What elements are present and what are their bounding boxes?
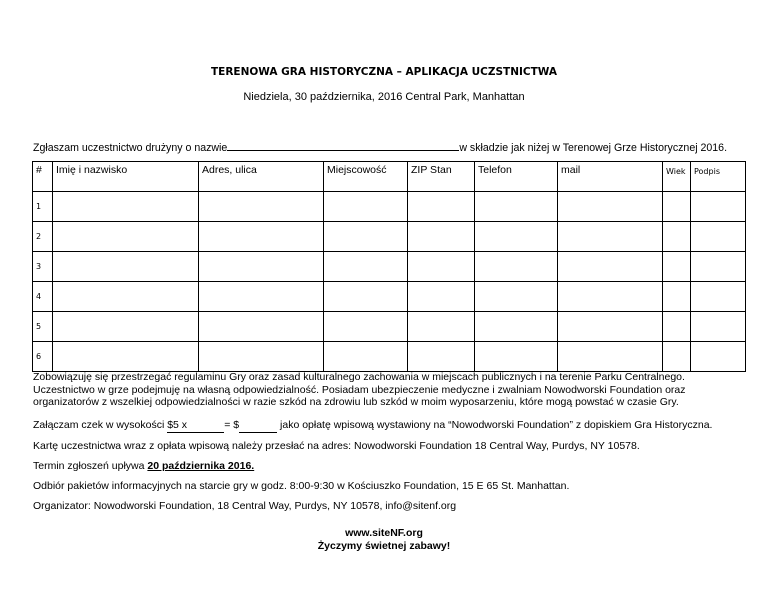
age-cell[interactable]	[663, 192, 691, 222]
zip-cell[interactable]	[408, 312, 475, 342]
column-header-name: Imię i nazwisko	[53, 162, 199, 192]
name-cell[interactable]	[53, 282, 199, 312]
team-intro-text: Zgłaszam uczestnictwo drużyny o nazwie	[33, 142, 228, 154]
participants-table	[32, 161, 746, 372]
phone-cell[interactable]	[475, 312, 558, 342]
mail-cell[interactable]	[558, 282, 663, 312]
column-header-mail: mail	[558, 162, 663, 192]
deadline-intro: Termin zgłoszeń upływa	[33, 460, 145, 472]
column-header-address: Adres, ulica	[199, 162, 324, 192]
signature-cell[interactable]	[691, 312, 746, 342]
row-number: 6	[33, 342, 53, 372]
age-cell[interactable]	[663, 342, 691, 372]
zip-cell[interactable]	[408, 342, 475, 372]
table-row	[33, 282, 746, 312]
name-cell[interactable]	[53, 192, 199, 222]
age-cell[interactable]	[663, 252, 691, 282]
send-address-line: Kartę uczestnictwa wraz z opłata wpisową należy przesłać na adres: Nowodworski Foundation 18 Central Way, Purdys, NY 10578.	[33, 440, 640, 452]
payment-suffix: jako opłatę wpisową wystawiony na “Nowodworski Foundation” z dopiskiem Gra Historyczna.	[280, 419, 713, 431]
column-header-age: Wiek	[663, 162, 691, 192]
column-header-zip: ZIP Stan	[408, 162, 475, 192]
city-cell[interactable]	[324, 222, 408, 252]
mail-cell[interactable]	[558, 192, 663, 222]
team-intro-suffix: w składzie jak niżej w Terenowej Grze Historycznej 2016.	[459, 142, 728, 154]
phone-cell[interactable]	[475, 192, 558, 222]
city-cell[interactable]	[324, 342, 408, 372]
column-header-signature: Podpis	[691, 162, 746, 192]
city-cell[interactable]	[324, 282, 408, 312]
deadline-date: 20 października 2016.	[147, 460, 255, 472]
row-number: 4	[33, 282, 53, 312]
signature-cell[interactable]	[691, 222, 746, 252]
event-subtitle: Niedziela, 30 października, 2016 Central Park, Manhattan	[243, 91, 525, 103]
table-body	[33, 192, 746, 372]
mail-cell[interactable]	[558, 342, 663, 372]
signature-cell[interactable]	[691, 282, 746, 312]
signature-cell[interactable]	[691, 192, 746, 222]
zip-cell[interactable]	[408, 192, 475, 222]
table-header-row	[33, 162, 746, 192]
phone-cell[interactable]	[475, 252, 558, 282]
column-header-city: Miejscowość	[324, 162, 408, 192]
zip-cell[interactable]	[408, 222, 475, 252]
name-cell[interactable]	[53, 312, 199, 342]
table-row	[33, 312, 746, 342]
age-cell[interactable]	[663, 312, 691, 342]
phone-cell[interactable]	[475, 282, 558, 312]
address-cell[interactable]	[199, 312, 324, 342]
mail-cell[interactable]	[558, 312, 663, 342]
team-name-line	[33, 139, 727, 154]
signature-cell[interactable]	[691, 342, 746, 372]
age-cell[interactable]	[663, 222, 691, 252]
disclaimer-line: Uczestnictwo w grze podejmuję na własną odpowiedzialność. Posiadam ubezpieczenie medyczne i zwalniam Nowodworski Foundation oraz	[33, 383, 686, 396]
address-cell[interactable]	[199, 192, 324, 222]
address-cell[interactable]	[199, 252, 324, 282]
mail-cell[interactable]	[558, 222, 663, 252]
name-cell[interactable]	[53, 222, 199, 252]
fee-multiplier-blank[interactable]	[167, 419, 224, 433]
table-row	[33, 192, 746, 222]
payment-line	[33, 419, 712, 433]
organizer-line: Organizator: Nowodworski Foundation, 18 Central Way, Purdys, NY 10578, info@sitenf.org	[33, 500, 457, 512]
age-cell[interactable]	[663, 282, 691, 312]
team-name-blank[interactable]	[227, 139, 459, 151]
city-cell[interactable]	[324, 252, 408, 282]
phone-cell[interactable]	[475, 342, 558, 372]
table-row	[33, 252, 746, 282]
column-header-number: #	[33, 162, 53, 192]
phone-cell[interactable]	[475, 222, 558, 252]
total-amount-blank[interactable]	[239, 419, 277, 433]
zip-cell[interactable]	[408, 252, 475, 282]
name-cell[interactable]	[53, 252, 199, 282]
address-cell[interactable]	[199, 282, 324, 312]
equals-dollar: = $	[224, 419, 240, 431]
closing-message: Życzymy świetnej zabawy!	[317, 540, 451, 552]
disclaimer-line: organizatorów z wszelkiej odpowiedzialności w razie szkód na zdrowiu lub szkód w moim wyposarzeniu, które mogą powstać w czasie Gry.	[33, 396, 679, 409]
address-cell[interactable]	[199, 342, 324, 372]
row-number: 2	[33, 222, 53, 252]
signature-cell[interactable]	[691, 252, 746, 282]
fee-amount: $5 x	[167, 419, 188, 431]
disclaimer-paragraph	[33, 371, 686, 409]
disclaimer-line: Zobowiązuję się przestrzegać regulaminu Gry oraz zasad kulturalnego zachowania w miejscach publicznych i na terenie Parku Centralnego.	[33, 371, 685, 383]
city-cell[interactable]	[324, 192, 408, 222]
row-number: 5	[33, 312, 53, 342]
table-row	[33, 342, 746, 372]
name-cell[interactable]	[53, 342, 199, 372]
row-number: 3	[33, 252, 53, 282]
deadline-line	[33, 460, 254, 473]
website: www.siteNF.org	[345, 527, 423, 539]
city-cell[interactable]	[324, 312, 408, 342]
form-title: TERENOWA GRA HISTORYCZNA – APLIKACJA UCZSTNICTWA	[210, 66, 557, 78]
row-number: 1	[33, 192, 53, 222]
address-cell[interactable]	[199, 222, 324, 252]
column-header-phone: Telefon	[475, 162, 558, 192]
mail-cell[interactable]	[558, 252, 663, 282]
zip-cell[interactable]	[408, 282, 475, 312]
payment-intro: Załączam czek w wysokości	[33, 419, 165, 431]
pickup-line: Odbiór pakietów informacyjnych na starcie gry w godz. 8:00-9:30 w Kościuszko Foundation, 15 E 65 St. Manhattan.	[33, 480, 570, 492]
table-row	[33, 222, 746, 252]
